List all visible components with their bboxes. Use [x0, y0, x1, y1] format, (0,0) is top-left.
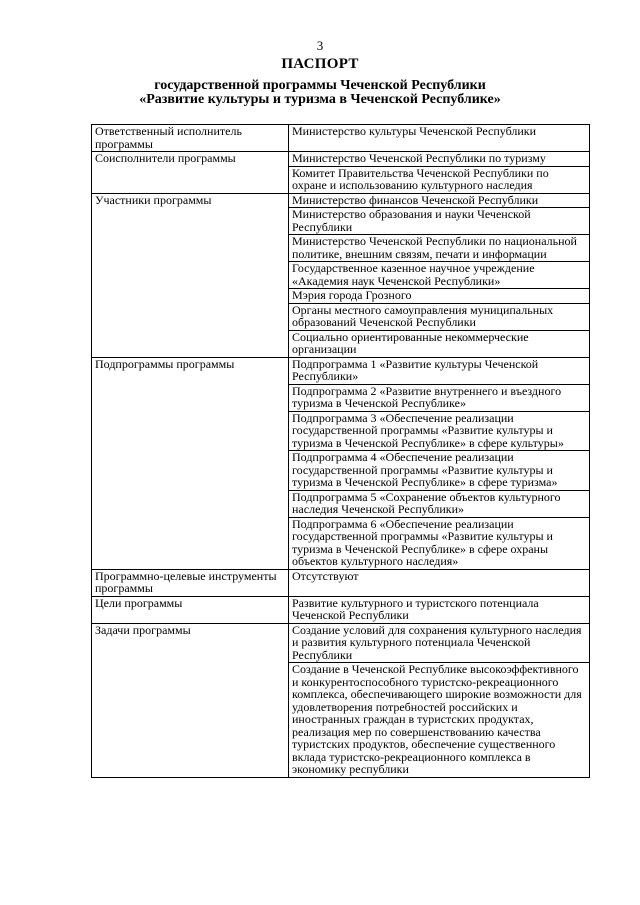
row-value: Подпрограмма 5 «Сохранение объектов культурного наследия Чеченской Республики» — [289, 490, 590, 517]
table-row-participants — [92, 193, 590, 208]
document-subtitle — [0, 79, 640, 107]
row-value: Министерство образования и науки Чеченской Республики — [289, 208, 590, 235]
table-row-coexecutors — [92, 152, 590, 167]
row-label: Цели программы — [92, 596, 289, 623]
row-label: Ответственный исполнитель программы — [92, 125, 289, 152]
row-label: Задачи программы — [92, 623, 289, 777]
subtitle-line-2: «Развитие культуры и туризма в Чеченской Республике» — [139, 92, 501, 107]
row-value: Создание в Чеченской Республике высокоэффективного и конкурентоспособного туристско-рекреационного комплекса, обеспечивающего широкие возможности для удовлетворения потребностей российских и иностранных граждан в туристских продуктах, реализация мер по совершенствованию качества туристских продуктов, обеспечение существенного вклада туристско-рекреационного комплекса в экономику республики — [289, 663, 590, 778]
table-row-subprograms — [92, 357, 590, 384]
row-value: Подпрограмма 4 «Обеспечение реализации государственной программы «Развитие культуры и туризма в Чеченской Республике» в сфере туризма» — [289, 451, 590, 491]
row-value: Подпрограмма 1 «Развитие культуры Чеченской Республики» — [289, 357, 590, 384]
row-value: Создание условий для сохранения культурного наследия и развития культурного потенциала Чеченской Республики — [289, 623, 590, 663]
row-label: Участники программы — [92, 193, 289, 357]
table-row-responsible — [92, 125, 590, 152]
table-row-tasks — [92, 623, 590, 663]
table-row-goals — [92, 596, 590, 623]
row-label: Программно-целевые инструменты программы — [92, 569, 289, 596]
row-label: Подпрограммы программы — [92, 357, 289, 569]
row-value: Развитие культурного и туристского потенциала Чеченской Республики — [289, 596, 590, 623]
table-row-target-instruments — [92, 569, 590, 596]
row-value: Министерство культуры Чеченской Республики — [289, 125, 590, 152]
row-value: Органы местного самоуправления муниципальных образований Чеченской Республики — [289, 303, 590, 330]
row-value: Подпрограмма 2 «Развитие внутреннего и въездного туризма в Чеченской Республике» — [289, 384, 590, 411]
row-value: Подпрограмма 6 «Обеспечение реализации государственной программы «Развитие культуры и туризма в Чеченской Республике» в сфере охраны объектов культурного наследия» — [289, 517, 590, 569]
row-value: Комитет Правительства Чеченской Республики по охране и использованию культурного наследия — [289, 166, 590, 193]
row-value: Министерство Чеченской Республики по национальной политике, внешним связям, печати и информации — [289, 235, 590, 262]
row-value: Подпрограмма 3 «Обеспечение реализации государственной программы «Развитие культуры и туризма в Чеченской Республике» в сфере культуры» — [289, 411, 590, 451]
document-title: ПАСПОРТ — [281, 56, 359, 72]
row-value: Социально ориентированные некоммерческие организации — [289, 330, 590, 357]
row-value: Отсутствуют — [289, 569, 590, 596]
subtitle-line-1: государственной программы Чеченской Республики — [154, 78, 486, 93]
row-value: Министерство Чеченской Республики по туризму — [289, 152, 590, 167]
row-value: Государственное казенное научное учреждение «Академия наук Чеченской Республики» — [289, 262, 590, 289]
page-number: 3 — [316, 38, 324, 53]
row-label: Соисполнители программы — [92, 152, 289, 194]
passport-table — [91, 124, 590, 778]
row-value: Министерство финансов Чеченской Республики — [289, 193, 590, 208]
row-value: Мэрия города Грозного — [289, 289, 590, 304]
